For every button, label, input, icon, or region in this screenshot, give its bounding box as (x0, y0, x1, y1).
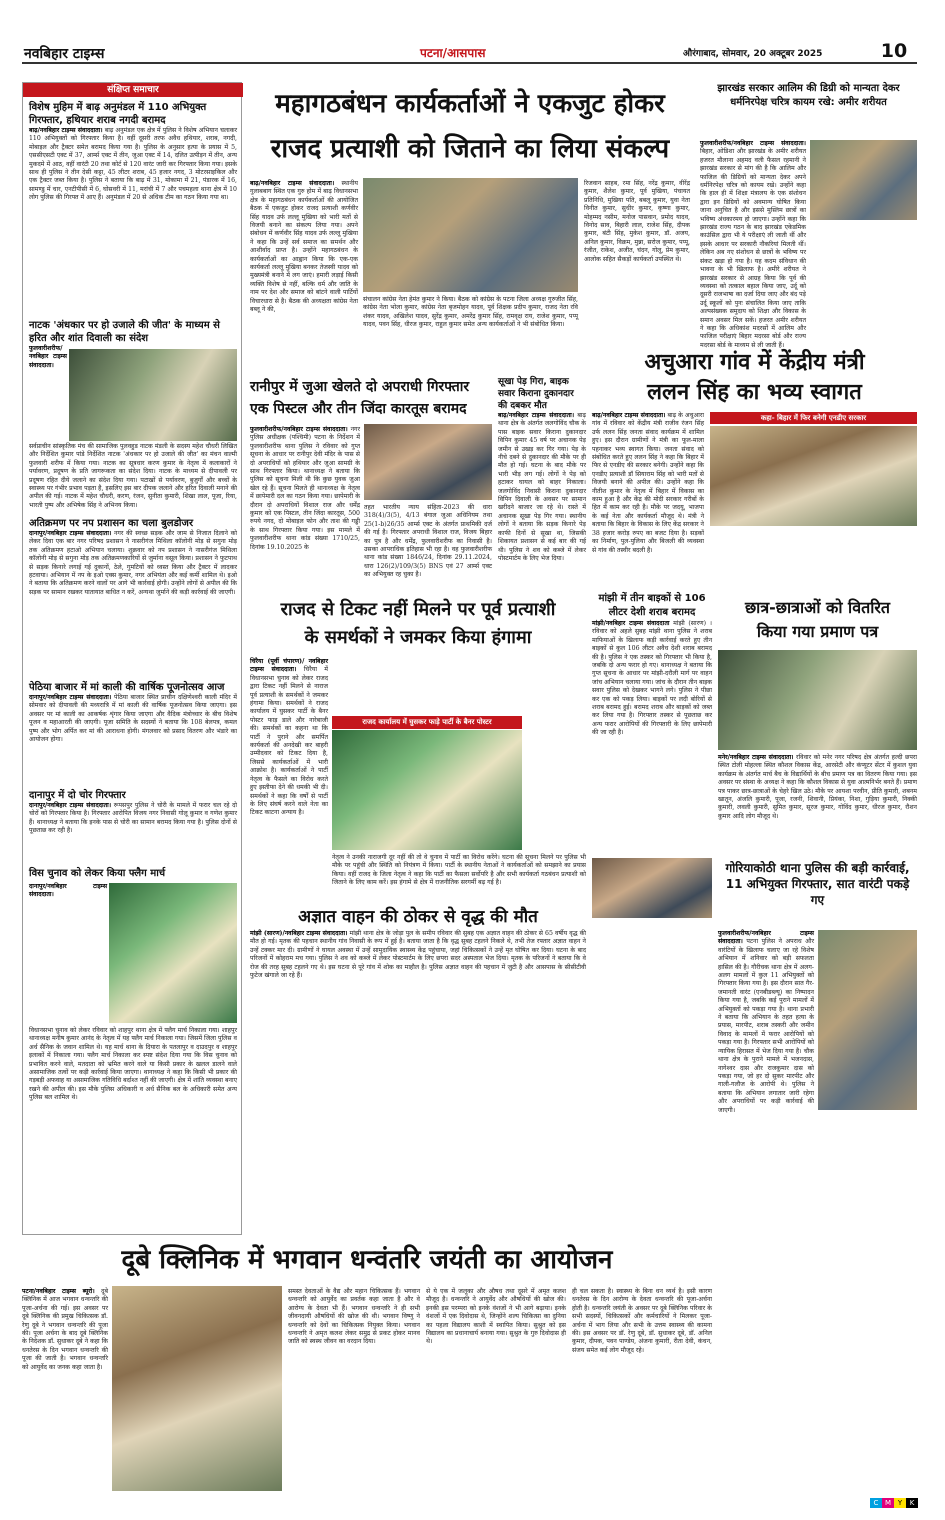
color-mark-magenta: M (882, 1498, 894, 1508)
paper-name: नवबिहार टाइम्स (24, 46, 105, 62)
minister-headline: अचुआरा गांव में केंद्रीय मंत्री (644, 350, 865, 375)
brief-item-body: रूपसपुर पुलिस ने चोरी के मामले में फरार चल रहे दो चोरों को गिरफ्तार किया है। गिरफ्तार आरोपित विजय नगर निवासी गोलू कुमार व गणेश कुमार हैं। थानाध्यक्ष ने बताया कि इनके पास से चोरी का सामान बरामद किया गया है। पुलिस दोनों से पूछताछ कर रही है। (29, 802, 237, 835)
accident-photo (592, 858, 712, 918)
section-name: पटना/आसपास (420, 46, 486, 60)
brief-item (29, 681, 237, 785)
lead-body: स्थानीय गुलाबबाग स्थित एक गुरु होम में बाढ़ विधानसभा क्षेत्र के महागठबंधन कार्यकर्ताओं की आयोजित बैठक में एकजुट होकर राजद प्रत्याशी कर्णवीर सिंह यादव उर्फ लल्लू मुखिया को भारी मतों से विजयी बनाने का संकल्प लिया गया। अपने संबोधन में कर्णवीर सिंह यादव उर्फ लल्लू मुखिया ने कहा कि उन्हें सर्व समाज का समर्थन और आशीर्वाद प्राप्त है। उन्होंने महागठबंधन के कार्यकर्ताओं का आह्वान किया कि एक-एक कार्यकर्ता लल्लू मुखिया बनकर तेजस्वी यादव को मुख्यमंत्री बनाने में लग जाएं। हमारी लड़ाई किसी व्यक्ति विशेष से नहीं, बल्कि धर्म और जाति के नाम पर देश और समाज को बांटने वाली पार्टियों विचारधारा से है। बैठक की अध्यक्षता कांग्रेस नेता बब्लू ने की, (250, 180, 358, 314)
rjd-photo (332, 730, 522, 850)
clinic-body: से ये एक में जलूका और औषध तथा दूसरे में अमृत कलश मौजूद है। धन्वन्तरि ने आयुर्वेद और औषधियों की खोज की। इनकी इस परम्परा को इनके वंशजों ने भी आगे बढ़ाया। इनके वंशजों में एक दिवोदास थे, जिन्होंने शल्य चिकित्सा का दुनिया का पहला विद्यालय काशी में स्थापित किया। सुश्रुत को इस विद्यालय का प्रधानाचार्य बनाया गया। सुश्रुत के गुरु दिवोदास ही थे। (426, 1288, 566, 1346)
brief-item-title: विस चुनाव को लेकर किया फ्लैग मार्च (29, 868, 166, 879)
goriyakothi-headline: गोरियाकोठी थाना पुलिस की बड़ी कार्रवाई, 11 अभियुक्त गिरफ्तार, सात वारंटी पकड़े गए (725, 861, 910, 907)
jharkhand-photo (810, 140, 917, 220)
rjd-caption: राजद कार्यालय में घुसकर फाड़े पार्टी के बैनर पोस्टर (332, 716, 522, 729)
clinic-dateline: पटना/नवबिहार टाइम्स ब्यूरो। (22, 1288, 95, 1295)
rjd-story (250, 596, 586, 898)
rjd-dateline: चिरैया (पूर्वी चंपारण)/ नवबिहार टाइम्स संवाददाता। (250, 658, 328, 674)
clinic-body: दूबे क्लिनिक में आज भगवान धन्वन्तरि की पूजा-अर्चना की गई। इस अवसर पर दूबे क्लिनिक की प्रमुख चिकित्सक डॉ. रेणु दूबे ने भगवान धन्वन्तरि की पूजा की। पूजा अर्चना के बाद दूबे क्लिनिक के निदेशक डॉ. सुधाकर दूबे ने कहा कि धनतेरस के दिन भगवान धन्वन्तरि की पूजा की जाती है। भगवान धन्वन्तरि को आयुर्वेद का जनक कहा जाता है। (22, 1288, 108, 1371)
brief-news-column (22, 82, 242, 1235)
brief-item-title: विशेष मुहिम में बाढ़ अनुमंडल में 110 अभियुक्त गिरफ्तार, हथियार शराब नगदी बरामद (29, 102, 207, 126)
brief-item (29, 517, 237, 677)
rjd-body: चिरैया में विधानसभा चुनाव को लेकर राजद द्वारा टिकट नहीं मिलने से नाराज पूर्व प्रत्याशी के समर्थकों ने जमकर हंगामा किया। समर्थकों ने राजद कार्यालय में घुसकर पार्टी के बैनर पोस्टर फाड़ डाले और नारेबाजी की। समर्थकों का कहना था कि पार्टी ने पुराने और समर्पित कार्यकर्ता की अनदेखी कर बाहरी उम्मीदवार को टिकट दिया है, जिससे कार्यकर्ताओं में भारी आक्रोश है। कार्यकर्ताओं ने पार्टी नेतृत्व के फैसले का विरोध करते हुए इस्तीफा देने की धमकी भी दी। समर्थकों ने कहा कि वर्षों से पार्टी के लिए संघर्ष करने वाले नेता का टिकट काटना अन्याय है। (250, 666, 328, 817)
certificate-story (718, 596, 917, 852)
brief-item-dateline: दानापुर/नवबिहार टाइम्स संवाददाता। (29, 694, 112, 701)
certificate-headline-2: किया गया प्रमाण पत्र (756, 622, 879, 641)
goriyakothi-story (718, 860, 917, 1240)
color-mark-cyan: C (870, 1498, 882, 1508)
clinic-headline: दूबे क्लिनिक में भगवान धन्वंतरि जयंती का आयोजन (121, 1245, 613, 1275)
brief-item (29, 867, 237, 1232)
goriyakothi-photo (818, 930, 917, 1110)
brief-item (29, 101, 237, 315)
accident-headline: अज्ञात वाहन की ठोकर से वृद्ध की मौत (298, 907, 538, 927)
masthead-rule (22, 62, 917, 64)
lead-headline: महागठबंधन कार्यकर्ताओं ने एकजुट होकर (275, 89, 665, 119)
tree-story (498, 376, 586, 588)
gambling-photo (364, 424, 492, 500)
accident-body: मांझी थाना क्षेत्र के जोड़ा पुल के समीप रविवार की सुबह एक अज्ञात वाहन की ठोकर से 65 वर्षीय वृद्ध की मौत हो गई। मृतक की पहचान स्थानीय गांव निवासी के रूप में हुई है। बताया जाता है कि वृद्ध सुबह टहलने निकले थे, तभी तेज रफ्तार अज्ञात वाहन ने उन्हें टक्कर मार दी। ग्रामीणों ने घायल अवस्था में उन्हें सामुदायिक स्वास्थ्य केंद्र पहुंचाया, जहां चिकित्सकों ने उन्हें मृत घोषित कर दिया। घटना के बाद परिजनों में कोहराम मच गया। पुलिस ने शव को कब्जे में लेकर पोस्टमार्टम के लिए छपरा सदर अस्पताल भेज दिया। मृतक के परिजनों ने बताया कि वे रोज की तरह सुबह टहलने गए थे। इस घटना से पूरे गांव में शोक का माहौल है। पुलिस अज्ञात वाहन की पहचान में जुटी है और आसपास के सीसीटीवी फुटेज खंगाले जा रहे हैं। (250, 930, 586, 980)
flag-march-photo (109, 883, 237, 1023)
liquor-story (592, 592, 712, 852)
lead-dateline: बाढ़/नवबिहार टाइम्स संवाददाता। (250, 180, 335, 187)
gambling-body: नगर पुलिस अधीक्षक (पश्चिमी) पटना के निर्देशन में फुलवारीशरीफ थाना पुलिस ने रविवार को गुप्त सूचना के आधार पर रानीपुर देवी मंदिर के पास से दो अपराधियों को हथियार और जुआ सामग्री के साथ गिरफ्तार किया। थानाध्यक्ष ने बताया कि पुलिस को सूचना मिली थी कि कुछ युवक जुआ खेल रहे हैं। सूचना मिलते ही थानाध्यक्ष के नेतृत्व में छापेमारी दल का गठन किया गया। छापेमारी के दौरान दो अपराधियों विशाल राज और धर्मेंद्र कुमार को एक पिस्टल, तीन जिंदा कारतूस, 500 रुपये नगद, दो मोबाइल फोन और ताश की गड्डी के साथ गिरफ्तार किया गया। इस मामले में फुलवारीशरीफ थाना कांड संख्या 1710/25, दिनांक 19.10.2025 के (250, 426, 361, 551)
tree-headline: सूखा पेड़ गिरा, बाइक सवार किराना दुकानदार की दबकर मौत (498, 377, 574, 411)
brief-item-body: बाढ़ अनुमंडल एक क्षेत्र में पुलिस ने विशेष अभियान चलाकर 110 अभियुक्तों को गिरफ्तार किया है। वहीं दूसरी तरफ अवैध हथियार, शराब, नगदी, मोबाइल और ट्रैक्टर समेत बरामद किया गया है। पुलिस के अनुसार हत्या के प्रयास में 5, एससीएसटी एक्ट में 37, आर्म्स एक्ट में तीन, जुआ एक्ट में 14, दलित उत्पीड़न में तीन, अन्य मुकदमे में आठ, वहीं वारंटी 20 तथा कोर्ट से 120 वारंट जारी कर गिरफ्तार किया गया। इसके साथ ही पुलिस ने तीन देसी कट्टा, 45 लीटर शराब, 45 हजार नगद, 3 मोटरसाइकिल और एक ट्रैक्टर जब्त किया है। पुलिस ने बताया कि बाढ़ में 31, मोकामा में 21, पंडारक में 16, सामण्डु में चार, एनटीपीसी में 6, घोसवरी में 11, मरांची में 7 और पचमहला थाना क्षेत्र में 10 लोग पुलिस की गिरफ्त में आए हैं। अनुमंडल में 20 से अधिक टीम का गठन किया गया था। (29, 127, 237, 202)
brief-item-title: अतिक्रमण पर नप प्रशासन का चला बुलडोजर (29, 518, 194, 529)
rjd-headline-2: के समर्थकों ने जमकर किया हंगामा (304, 627, 532, 648)
accident-dateline: मांझी (सारण)/नवबिहार टाइम्स संवाददाता। (250, 930, 348, 937)
rjd-body: नेतृत्व ने उनकी नाराजगी दूर नहीं की तो वे चुनाव में पार्टी का विरोध करेंगे। घटना की सूचना मिलने पर पुलिस भी मौके पर पहुंची और स्थिति को नियंत्रण में किया। पार्टी के स्थानीय नेताओं ने कार्यकर्ताओं को समझाने का प्रयास किया। वहीं राजद के जिला नेतृत्व ने कहा कि पार्टी का फैसला सर्वोपरि है और सभी कार्यकर्ता गठबंधन प्रत्याशी को जिताने के लिए काम करें। इस हंगामे से क्षेत्र में राजनीतिक सरगर्मी बढ़ गई है। (332, 854, 586, 887)
brief-item-dateline: दानापुर/नवबिहार टाइम्स संवाददाता। (29, 530, 112, 537)
clinic-story (22, 1240, 917, 1495)
jharkhand-body: बिहार, ओडिशा और झारखंड के अमीर शरीयत हजरत मौलाना अहमद वली फैसल रहमानी ने झारखंड सरकार से मांग की है कि आलिम और फाजिल की डिग्रियों को मान्यता देकर अपने धर्मनिरपेक्ष चरित्र को कायम रखे। उन्होंने कहा कि हाल ही में शिक्षा मंत्रालय के एक संशोधन द्वारा इन डिग्रियों को अवमान्य घोषित किया जाना अनुचित है और इससे मुस्लिम छात्रों का भविष्य अंधकारमय हो जाएगा। उन्होंने कहा कि झारखंड राज्य गठन के बाद झारखंड एकेडमिक काउंसिल द्वारा भी ये परीक्षाएं ली जाती थीं और इसके आधार पर सरकारी नौकरियां मिलती थीं। लेकिन अब नए संशोधन से छात्रों के भविष्य पर संकट खड़ा हो गया है। यह कदम संविधान की भावना के भी खिलाफ है। अमीरे शरीयत ने झारखंड सरकार से आग्रह किया कि पूर्व की व्यवस्था को तत्काल बहाल किया जाए, उर्दू को दूसरी राजभाषा का दर्जा दिया जाए और बंद पड़े उर्दू स्कूलों को पुनः संचालित किया जाए ताकि अल्पसंख्यक समुदाय को शिक्षा और विकास के समान अवसर मिल सकें। हजरत अमीर शरीयत ने कहा कि अधिकांश मदरसों में आलिम और फाजिल परीक्षाएं बिहार मदरसा बोर्ड और राज्य मदरसा बोर्ड के माध्यम से ली जाती हैं। (700, 148, 806, 349)
brief-item (29, 789, 237, 863)
brief-item-title: नाटक 'अंधकार पर हो उजाले की जीत' के माध्यम से हरित और शांत दिवाली का संदेश (29, 320, 220, 344)
clinic-body: समस्त देवताओं के वैद्य और महान चिकित्सक हैं। भगवान धन्वन्तरि को आयुर्वेद का प्रवर्तक कहा जाता है और वे आरोग्य के देवता भी हैं। भगवान धन्वन्तरि ने ही सभी जीवनदायी औषधियों की खोज की थी। भगवान विष्णु ने धन्वन्तरि को देवों का चिकित्सक नियुक्त किया। भगवान धन्वन्तरि ने अमृत कलश लेकर समुद्र से प्रकट होकर मानव जाति को स्वस्थ जीवन का वरदान दिया। (288, 1288, 420, 1346)
certificate-headline: छात्र-छात्राओं को वितरित (744, 598, 891, 617)
brief-item-body: विधानसभा चुनाव को लेकर रविवार को शाहपुर थाना क्षेत्र में फ्लैग मार्च निकाला गया। शाहपुर थानाध्यक्ष मनीष कुमार आनंद के नेतृत्व में यह फ्लैग मार्च निकाला गया। जिसमें जिला पुलिस व अर्ध सैनिक के जवान शामिल थे। यह मार्च थाना के दियारा के पतलापुर व दाउदपुर व शाहपुर इलाकों में निकाला गया। फ्लैग मार्च निकाला कर स्पष्ट संदेश दिया गया कि विस चुनाव को प्रभावित करने वाले, मतदाता को भ्रमित करने वाले या किसी प्रकार के खलल डालने वाले असामाजिक तत्वों पर कड़ी कार्रवाई किया जाएगा। थानाध्यक्ष ने कहा कि किसी भी प्रकार की गड़बड़ी अफवाह या असामाजिक गतिविधि बर्दाश्त नहीं की जाएगी। क्षेत्र में शांति व्यवस्था बनाए रखने की अपील की। इस मौके पुलिस अधिकारी व अर्ध सैनिक बल के अधिकारी समेत अन्य पुलिस बल शामिल थे। (29, 1027, 237, 1102)
drama-photo (69, 349, 237, 441)
goriyakothi-dateline: फुलवारीशरीफ/नवबिहार टाइम्स संवाददाता। (718, 930, 814, 946)
minister-story (592, 348, 917, 588)
color-marks (870, 1498, 918, 1508)
brief-item-title: दानापुर में दो चोर गिरफ्तार (29, 790, 126, 801)
brief-item-body: पेठिया बाजार स्थित प्राचीन दक्षिणेश्वरी काली मंदिर में सोमवार को दीपावली की मध्यरात्रि में मां काली की वार्षिक पूजनोत्सव किया जाएगा। इस अवसर पर मां काली का आकर्षक शृंगार किया जाएगा और वैदिक मंत्रोच्चार के बीच विशेष पूजन व महाआरती की जाएगी। पूजा समिति के सदस्यों ने बताया कि 108 बेलपत्र, कमल पुष्प और भोग अर्पित कर मां की आराधना होगी। मंगलवार को प्रसाद वितरण और भंडारे का आयोजन होगा। (29, 694, 237, 744)
liquor-headline: मांझी में तीन बाइकों से 106 लीटर देशी शराब बरामद (598, 593, 706, 618)
jharkhand-story (700, 82, 917, 349)
gambling-story (250, 376, 492, 588)
minister-body: बाढ़ के अचुआरा गांव में रविवार को केंद्रीय मंत्री राजीव रंजन सिंह उर्फ ललन सिंह जनता संवाद कार्यक्रम में शामिल हुए। इस दौरान ग्रामीणों ने मंत्री का फूल-माला पहनाकर भव्य स्वागत किया। जनता संवाद को संबोधित करते हुए ललन सिंह ने कहा कि बिहार में फिर से एनडीए की सरकार बनेगी। उन्होंने कहा कि एनडीए प्रत्याशी डॉ सियाराम सिंह को भारी मतों से विजयी बनाने की अपील की। उन्होंने कहा कि नीतीश कुमार के नेतृत्व में बिहार में विकास का काम हुआ है और केंद्र की मोदी सरकार गरीबों के हित में काम कर रही है। मौके पर जदयू, भाजपा के कई नेता और कार्यकर्ता मौजूद थे। मंत्री ने बताया कि बिहार के विकास के लिए केंद्र सरकार ने 38 हजार करोड़ रुपए का बजट दिया है। सड़कों का निर्माण, पुल-पुलिया और बिजली की व्यवस्था से गांव की तस्वीर बदली है। (592, 412, 704, 554)
certificate-body: रविवार को मनेर नगर परिषद क्षेत्र अंतर्गत हल्दी छपरा स्थित टोली मोहल्ला स्थित कौशल विकास केंद्र, आरसेटी और कंप्यूटर सेंटर में कुशल युवा कार्यक्रम के अंतर्गत मार्च बैच के विद्यार्थियों के बीच प्रमाण पत्र का वितरण किया गया। इस अवसर पर संस्था के अध्यक्ष ने कहा कि कौशल विकास से युवा आत्मनिर्भर बनते हैं। प्रमाण पत्र पाकर छात्र-छात्राओं के चेहरे खिल उठे। मौके पर आयशा परवीन, प्रीति कुमारी, शबनम खातून, अंजलि कुमारी, पूजा, रजनी, शिवानी, प्रियंका, निशा, गुड़िया कुमारी, निक्की कुमारी, लवली कुमारी, सुमित कुमार, सूरज कुमार, गोविंद कुमार, धीरज कुमार, रौशन कुमार आदि लोग मौजूद थे। (718, 754, 917, 820)
rjd-headline: राजद से टिकट नहीं मिलने पर पूर्व प्रत्याशी (280, 599, 556, 620)
brief-item-dateline: फुलवारीशरीफ/नवबिहार टाइम्स संवाददाता। (29, 345, 67, 369)
lead-story (250, 82, 690, 368)
brief-item-dateline: बाढ़/नवबिहार टाइम्स संवाददाता। (29, 127, 103, 134)
minister-photo (710, 426, 917, 526)
dateline: औरंगाबाद, सोमवार, 20 अक्टूबर 2025 (683, 49, 823, 59)
lead-body: रिजवान साहब, रमा सिंह, नरेंद्र कुमार, वीरेंद्र कुमार, शैलेश कुमार, पूर्व मुखिया, पंचायत प्रतिनिधि, मुखिया पति, बबलू कुमार, युवा नेता विनीत कुमार, सुधीर कुमार, कृष्णा कुमार, मोहम्मद नसीम, मनोज पासवान, प्रमोद यादव, विनोद साव, बिहारी लाल, राजेश सिंह, दीपक कुमार, बंटी सिंह, मुकेश कुमार, डॉ. अजय, अनिल कुमार, विक्रम, मुन्ना, सरोज कुमार, पप्पू, रंजीत, राकेश, अजीत, चंदन, गोलू, प्रेम कुमार, आलोक सहित सैकड़ों कार्यकर्ता उपस्थित थे। (584, 180, 690, 263)
brief-item-body: नगर की स्वच्छ सड़क और जाम से निजात दिलाने को लेकर दिवा एक बार नगर परिषद प्रशासन ने नासरीगंज मिथिला कॉलोनी मोड़ से सगुना मोड़ तक अतिक्रमण हटाओ अभियान चलाया। शुक्रवार को नप प्रशासन ने नासरीगंज मिथिला कॉलोनी मोड़ से सगुना मोड़ तक अतिक्रमणकारियों से जुर्माना वसूल किया। प्रशासन ने फुटपाथ से सड़क किनारे लगाई गई दुकानों, ठेले, गुमटियों को ध्वस्त किया और ट्रैक्टर में लादकर हटवाया। अभियान में नप के इओ एक्स कुमार, नगर अभियंता और कई कर्मी शामिल थे। इओ ने बताया कि अतिक्रमण करने वालों पर आगे भी कार्रवाई होगी। उन्होंने लोगों से अपील की कि सड़क पर सामान रखकर यातायात बाधित न करें, अन्यथा जुर्माने की कड़ी कार्रवाई की जाएगी। (29, 530, 238, 596)
tree-body: बाढ़ थाना क्षेत्र के अंतर्गत जलगोविंद चौक के पास बाइक सवार किराना दुकानदार विपिन कुमार 45 वर्ष पर अचानक पेड़ जमीन से उखड़ कर गिर गया। पेड़ के नीचे दबने से दुकानदार की मौके पर ही मौत हो गई। घटना के बाद मौके पर भारी भीड़ लग गई। लोगों ने पेड़ को हटाकर घायल को बाहर निकाला। जलगोविंद निवासी किराना दुकानदार विपिन दिवाली के अवसर पर सामान खरीदने बाजार जा रहे थे। रास्ते में अचानक सूखा पेड़ गिर गया। स्थानीय लोगों ने बताया कि सड़क किनारे पेड़ काफी दिनों से सूखा था, जिसकी शिकायत प्रशासन से कई बार की गई थी। पुलिस ने शव को कब्जे में लेकर पोस्टमार्टम के लिए भेज दिया। (498, 412, 586, 562)
brief-item-dateline: दानापुर/नवबिहार टाइम्स संवाददाता। (29, 802, 112, 809)
liquor-dateline: मांझी/नवबिहार टाइम्स संवाददाता (592, 620, 670, 627)
lead-headline-2: राजद प्रत्याशी को जिताने का लिया संकल्प (270, 134, 670, 164)
certificate-photo (718, 650, 917, 750)
gambling-headline-2: एक पिस्टल और तीन जिंदा कारतूस बरामद (250, 401, 467, 417)
brief-item-body: सर्वप्राचीन सांस्कृतिक मंच की सामाजिक पुलवहुड नाटक मंडली के सदस्य महेश चौधरी लिखित और निर्देशित कुमार पांडे निर्देशित नाटक 'अंधकार पर हो उजाले की जीत' का मंचन वाल्मी फुलवारी शरीफ में किया गया। नाटक का सूत्रधार करण कुमार के नेतृत्व में कलाकारों ने पर्यावरण, प्रदूषण के प्रति जागरूकता का संदेश दिया। नाटक के माध्यम से दीपावली पर प्रदूषण रहित दीये जलाने का संदेश दिया गया। पटाखों से पर्यावरण, बुजुर्गों और बच्चों के स्वास्थ्य पर गंभीर प्रभाव पड़ता है, इसलिए इस बार दीपक जलाने और हरित दिवाली मनाने की अपील की गई। नाटक में महेश चौधरी, करण, रंजन, सुनीता कुमारी, शिखा लाल, पूजा, रिया, भारती पुष्प और अभिषेक सिंह ने अभिनय किया। (29, 443, 237, 509)
brief-item (29, 319, 237, 513)
gambling-dateline: फुलवारीशरीफ/नवबिहार टाइम्स संवाददाता। (250, 426, 348, 433)
minister-caption: कहा- बिहार में फिर बनेगी एनडीए सरकार (710, 412, 917, 424)
brief-item-dateline: दानापुर/नवबिहार टाइम्स संवाददाता। (29, 883, 107, 899)
color-mark-black: K (906, 1498, 918, 1508)
liquor-body: मांझी (सारण) । रविवार को अहले सुबह मांझी थाना पुलिस ने शराब माफियाओं के खिलाफ कड़ी कार्रवाई करते हुए तीन बाइकों से कुल 106 लीटर अवैध देशी शराब बरामद की है। पुलिस ने एक तस्कर को गिरफ्तार भी किया है, जबकि दो अन्य फरार हो गए। थानाध्यक्ष ने बताया कि गुप्त सूचना के आधार पर मांझी-दरौली मार्ग पर वाहन जांच अभियान चलाया गया। जांच के दौरान तीन बाइक सवार पुलिस को देखकर भागने लगे। पुलिस ने पीछा कर एक को पकड़ लिया। बाइकों पर लदी बोरियों से शराब बरामद हुई। बरामद शराब और बाइकों को जब्त कर लिया गया है। गिरफ्तार तस्कर से पूछताछ कर अन्य फरार आरोपियों की गिरफ्तारी के लिए छापेमारी की जा रही है। (592, 620, 713, 737)
lead-body: संचालन कांग्रेस नेता हेमंत कुमार ने किया। बैठक को कांग्रेस के पटना जिला अध्यक्ष गुरुजीत सिंह, कांग्रेस नेता भोला कुमार, कांग्रेस नेता बृजमोहन यादव, पूर्व शिक्षक प्रदीप कुमार, राजद नेता रवि शंकर यादव, अखिलेश यादव, सुरेंद्र कुमार, अमरेंद्र कुमार सिंह, रामवृक्ष राय, राजेश कुमार, पप्पू यादव, पवन सिंह, धीरज कुमार, राहुल कुमार समेत अन्य कार्यकर्ताओं ने भी संबोधित किया। (363, 296, 578, 329)
masthead (0, 0, 945, 62)
color-mark-yellow: Y (894, 1498, 906, 1508)
minister-dateline: बाढ़/नवबिहार टाइम्स संवाददाता। (592, 412, 666, 419)
clinic-body: ही चल सकता है। स्वास्थ्य के बिना धन व्यर्थ है। इसी कारण धनतेरस के दिन आरोग्य के देवता धन्वन्तरि की पूजा-अर्चना होती है। धन्वन्तरि जयंती के अवसर पर दूबे क्लिनिक परिवार के सभी सदस्यों, चिकित्सकों और कर्मचारियों ने मिलकर पूजा-अर्चना में भाग लिया और सभी के उत्तम स्वास्थ्य की कामना की। इस अवसर पर डॉ. रेणु दूबे, डॉ. सुधाकर दूबे, डॉ. अनिल कुमार, दीपक, पवन पाण्डेय, अंजना कुमारी, रीता देवी, कंचन, संजय समेत कई लोग मौजूद रहे। (572, 1288, 712, 1354)
lead-photo (363, 178, 578, 292)
gambling-body: तहत भारतीय न्याय संहिता-2023 की धारा 318(4)/3(5), 4/13 बंगाल जुआ अधिनियम तथा 25(1-b)26/35 आर्म्स एक्ट के अंतर्गत प्राथमिकी दर्ज की गई है। गिरफ्तार अपराधी विशाल राज, विजय बिहार का पुत्र है और धर्मेंद्र, फुलवारीशरीफ का निवासी है। उसका आपराधिक इतिहास भी रहा है। वह फुलवारीशरीफ थाना कांड संख्या 1846/24, दिनांक 29.11.2024, धारा 126(2)/109/3(5) BNS एवं 27 आर्म्स एक्ट का अभियुक्त रह चुका है। (364, 504, 492, 579)
gambling-headline: रानीपुर में जुआ खेलते दो अपराधी गिरफ्तार (250, 379, 470, 395)
brief-news-header: संक्षिप्त समाचार (23, 83, 243, 97)
goriyakothi-body: पटना पुलिस ने अपराध और वारंटियों के खिलाफ चलाए जा रहे विशेष अभियान में शनिवार को बड़ी सफलता हासिल की है। गौरीचक थाना क्षेत्र में अलग-अलग मामलों में कुल 11 अभियुक्तों को गिरफ्तार किया गया है। इस दौरान सात गैर-जमानती वारंट (एनबीडब्ल्यू) का निष्पादन किया गया है, जबकि कई पुराने मामलों में अभियुक्तों को पकड़ा गया है। थाना प्रभारी ने बताया कि अभियान के तहत हत्या के प्रयास, मारपीट, शराब तस्करी और जमीन विवाद के मामलों में फरार आरोपियों को पकड़ा गया है। गिरफ्तार सभी आरोपियों को न्यायिक हिरासत में भेज दिया गया है। चौक थाना क्षेत्र के पुराने मामले में भजनदास, नागेश्वर दास और राजकुमार दास को पकड़ा गया, जो हर दो सुकर मारपीट और गाली-गलौज के आरोपी थे। पुलिस ने बताया कि अभियान लगातार जारी रहेगा और अपराधियों पर कड़ी कार्रवाई की जाएगी। (718, 938, 814, 1114)
minister-headline-2: ललन सिंह का भव्य स्वागत (647, 380, 862, 405)
brief-item-title: पेठिया बाजार में मां काली की वार्षिक पूजनोत्सव आज (29, 682, 225, 693)
jharkhand-headline: झारखंड सरकार आलिम की डिग्री को मान्यता देकर धर्मनिरपेक्ष चरित्र कायम रखे: अमीर शरीयत (717, 83, 900, 108)
page-number: 10 (880, 40, 908, 62)
tree-dateline: बाढ़/नवबिहार टाइम्स संवाददाता। (498, 412, 575, 419)
clinic-photo (112, 1286, 282, 1491)
accident-story (250, 904, 586, 1024)
certificate-dateline: मनेर/नवबिहार टाइम्स संवाददाता। (718, 754, 794, 761)
jharkhand-dateline: फुलवारीशरीफ/नवबिहार टाइम्स संवाददाता। (700, 140, 806, 147)
